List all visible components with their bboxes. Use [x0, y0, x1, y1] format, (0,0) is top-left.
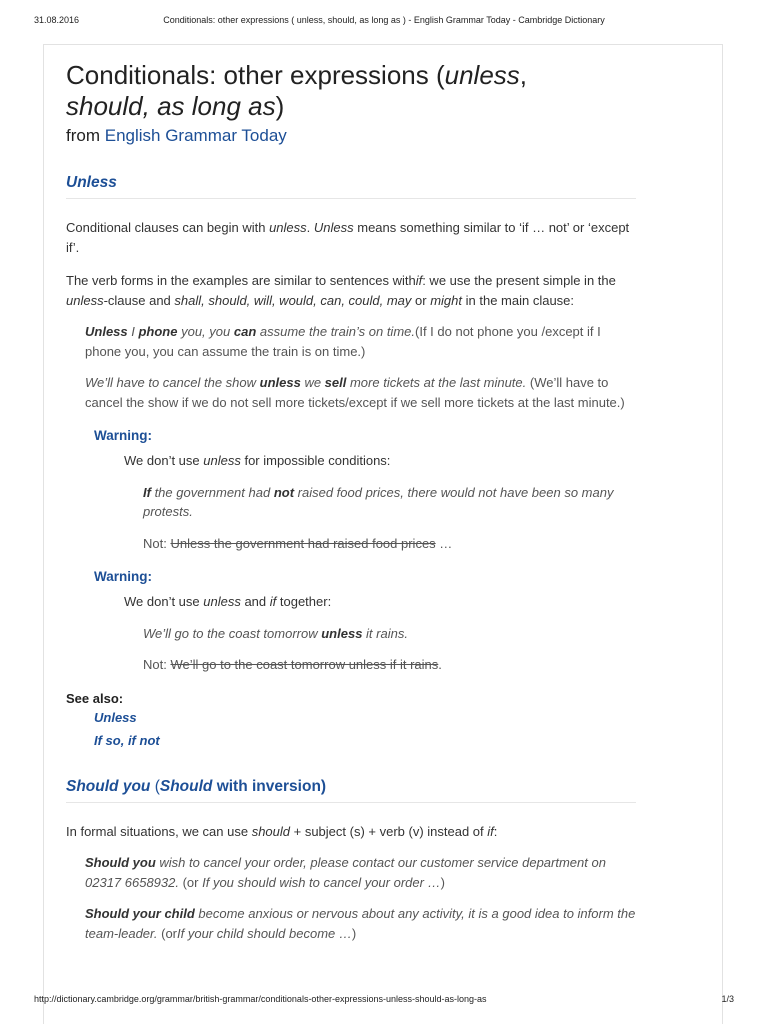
page-number: 1/3: [721, 994, 734, 1004]
see-also-link-if-so[interactable]: If so, if not: [94, 732, 160, 748]
warning-not-example-1: Not: Unless the government had raised food prices …: [143, 535, 453, 551]
warning-block-1: [94, 428, 636, 443]
paragraph-verb-forms: The verb forms in the examples are similar to sentences withif: we use the present simple in the unless-clause and shall, should, will, would, can, could, may or might in the main clause:: [66, 273, 616, 308]
print-title: Conditionals: other expressions ( unless, should, as long as ) - English Grammar Today - Cambridge Dictionary: [163, 15, 605, 25]
from-label: from: [66, 126, 100, 145]
example-unless-phone: Unless I phone you, you can assume the train’s on time.(If I do not phone you /except if I phone you, you can assume the train is on time.): [85, 324, 601, 359]
section-heading-should-you: Should you (Should with inversion): [66, 778, 636, 803]
warning-title: Warning:: [94, 569, 152, 584]
warning-example-2: We’ll go to the coast tomorrow unless it rains.: [143, 625, 408, 641]
source-line: [66, 126, 636, 146]
paragraph-should-intro: In formal situations, we can use should + subject (s) + verb (v) instead of if:: [66, 823, 498, 839]
warning-title: Warning:: [94, 428, 152, 443]
example-cancel-show: We’ll have to cancel the show unless we sell more tickets at the last minute. (We’ll have to cancel the show if we do not sell more tickets/except if we sell more tickets at the last minute.): [85, 375, 625, 410]
warning-text-2: We don’t use unless and if together:: [124, 594, 332, 609]
see-also-label: See also:: [66, 690, 124, 706]
warning-example-1: If the government had not raised food prices, there would not have been so many protests.: [143, 484, 614, 519]
print-date: 31.08.2016: [34, 15, 80, 25]
section-heading-unless: Unless: [66, 174, 636, 199]
warning-block-2: [94, 569, 636, 584]
warning-text-1: We don’t use unless for impossible conditions:: [124, 453, 391, 468]
article-content: [66, 60, 636, 943]
example-should-you: Should you wish to cancel your order, please contact our customer service department on 02317 6658932. (or If you should wish to cancel your order …): [85, 855, 606, 890]
page-title: Conditionals: other expressions (unless, should, as long as): [66, 60, 528, 121]
example-should-your-child: Should your child become anxious or nervous about any activity, it is a good idea to inform the team-leader. (orIf your child should become …): [85, 906, 636, 941]
source-link[interactable]: English Grammar Today: [104, 126, 287, 145]
print-url: http://dictionary.cambridge.org/grammar/british-grammar/conditionals-other-expressions-unless-should-as-long-as: [34, 994, 487, 1004]
warning-not-example-2: Not: We’ll go to the coast tomorrow unless if it rains.: [143, 657, 442, 672]
paragraph-unless-intro: Conditional clauses can begin with unless. Unless means something similar to ‘if … not’ or ‘except if’.: [66, 220, 630, 255]
see-also-link-unless[interactable]: Unless: [94, 709, 137, 725]
